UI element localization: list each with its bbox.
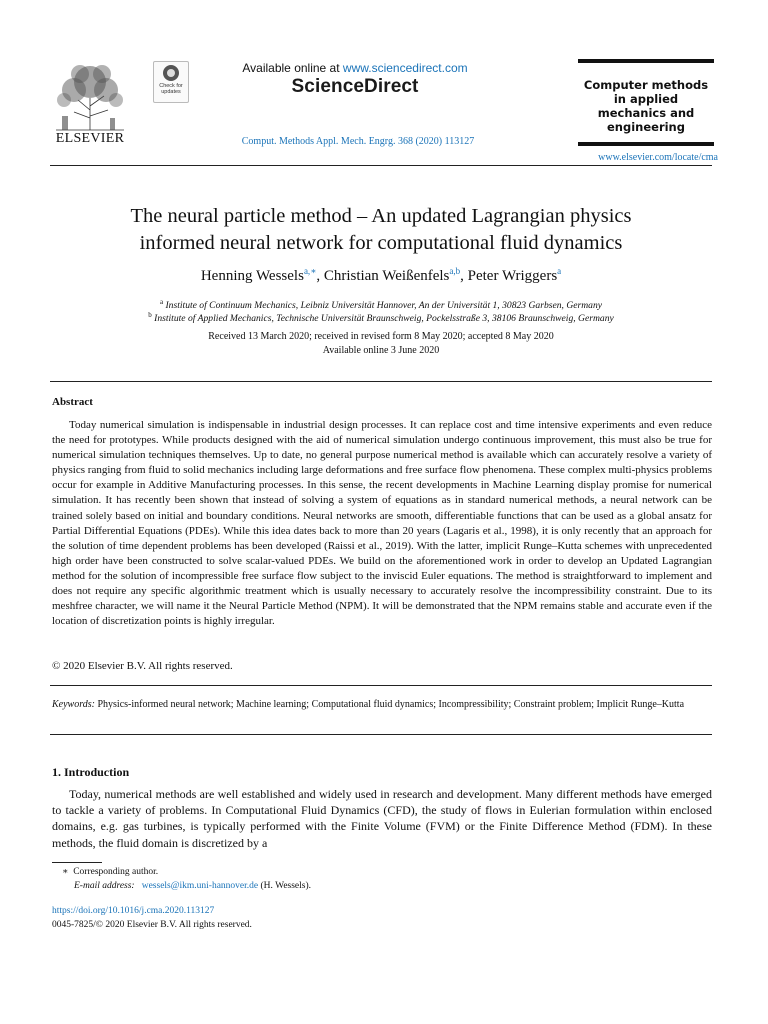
author-name[interactable]: , Peter Wriggers xyxy=(460,268,558,284)
journal-title-line: engineering xyxy=(607,120,685,134)
sciencedirect-link[interactable]: www.sciencedirect.com xyxy=(342,61,468,75)
elsevier-tree-logo xyxy=(50,60,130,136)
refresh-icon xyxy=(163,65,179,81)
author-affil-mark: a,b xyxy=(449,266,461,276)
corresponding-text: Corresponding author. xyxy=(73,867,159,877)
title-line: The neural particle method – An updated Lagrangian physics xyxy=(130,205,632,227)
abstract-heading: Abstract xyxy=(52,396,93,408)
check-for-updates-badge[interactable] xyxy=(153,61,189,103)
corresponding-footnote xyxy=(62,866,722,879)
author-affil-mark: a xyxy=(557,266,562,276)
article-title xyxy=(50,203,712,257)
email-label: E-mail address: xyxy=(74,881,135,891)
publisher-name: ELSEVIER xyxy=(55,131,125,146)
affiliation-b xyxy=(50,309,712,325)
section-heading-introduction: 1. Introduction xyxy=(52,765,130,779)
doi-link[interactable]: https://doi.org/10.1016/j.cma.2020.113127 xyxy=(52,906,215,916)
journal-title-line: mechanics and xyxy=(597,106,695,120)
email-footnote xyxy=(74,880,734,893)
email-link[interactable]: wessels@ikm.uni-hannover.de xyxy=(141,881,259,891)
affil-text: Institute of Continuum Mechanics, Leibniz Universität Hannover, An der Universität 1, 30823 Garbsen, Germany xyxy=(165,300,603,312)
available-online xyxy=(210,61,500,75)
keywords-bottom-rule xyxy=(50,734,712,735)
footnote-rule xyxy=(52,862,102,863)
affil-label: b xyxy=(148,311,152,319)
keywords-top-rule xyxy=(50,685,712,686)
sciencedirect-wordmark: ScienceDirect xyxy=(291,76,419,97)
available-prefix: Available online at xyxy=(242,61,343,75)
available-date: Available online 3 June 2020 xyxy=(322,345,440,356)
introduction-body: Today, numerical methods are well established and widely used in research and development. Many different methods have emerged to tackle a variety of problems. In Computational Fluid Dynamics (CFD), the study of flows in Eulerian formulation within enclosed domains, e.g. gas turbines, is typically performed with the Finite Volume (FVM) or the Finite Difference Method (FDM). In these methods, the fluid domain is discretized by a xyxy=(52,787,712,850)
header-divider xyxy=(50,165,712,166)
received-dates: Received 13 March 2020; received in revised form 8 May 2020; accepted 8 May 2020 xyxy=(208,331,554,342)
journal-url-link[interactable]: www.elsevier.com/locate/cma xyxy=(598,152,718,163)
abstract-top-rule xyxy=(50,381,712,382)
email-suffix: (H. Wessels). xyxy=(258,881,312,891)
journal-title-line: in applied xyxy=(613,92,679,106)
footnote-star: ∗ xyxy=(62,867,69,877)
keywords xyxy=(52,698,712,712)
abstract-copyright: © 2020 Elsevier B.V. All rights reserved. xyxy=(52,660,233,672)
keywords-list: Physics-informed neural network; Machine learning; Computational fluid dynamics; Incompressibility; Constraint problem; Implicit Runge–Kutta xyxy=(94,699,685,710)
keywords-label: Keywords: xyxy=(52,699,95,710)
corresponding-mark[interactable]: ∗ xyxy=(310,266,317,276)
issn-copyright: 0045-7825/© 2020 Elsevier B.V. All rights reserved. xyxy=(52,920,252,930)
author-name[interactable]: , Christian Weißenfels xyxy=(316,268,450,284)
affil-label: a xyxy=(159,298,164,306)
journal-citation[interactable]: Comput. Methods Appl. Mech. Engrg. 368 (2020) 113127 xyxy=(241,136,475,147)
check-updates-line1: Check for xyxy=(159,83,183,89)
author-affil-mark: a, xyxy=(303,266,311,276)
affil-text: Institute of Applied Mechanics, Technische Universität Braunschweig, Pockelsstraße 3, 38106 Braunschweig, Germany xyxy=(154,313,614,325)
author-name[interactable]: Henning Wessels xyxy=(200,268,304,284)
author-list xyxy=(50,266,712,285)
journal-title-line: Computer methods xyxy=(583,78,709,92)
title-line: informed neural network for computational fluid dynamics xyxy=(139,232,623,254)
check-updates-line2: updates xyxy=(161,89,181,95)
abstract-body: Today numerical simulation is indispensable in industrial design processes. It can replace cost and time intensive experiments and even reduce the need for prototypes. While products designed with the aid of numerical simulation undergo continuous improvement, this must also be true for numerical simulation techniques themselves. Up to date, no general purpose numerical method is available which can accurately resolve a variety of physics ranging from fluid to solid mechanics including large deformations and free surface flow phenomena. These complex multi-physics problems occur for example in Additive Manufacturing processes. In this sense, the recent developments in Machine Learning display promise for numerical simulation. It has recently been shown that instead of solving a system of equations as in standard numerical methods, a neural network can be trained solely based on initial and boundary conditions. Neural networks are smooth, differentiable functions that can be used as a global ansatz for Partial Differential Equations (PDEs). While this idea dates back to more than 20 years (Lagaris et al., 1998), it is only recently that an approach for the solution of time dependent problems has been developed (Raissi et al., 2019). With the latter, implicit Runge–Kutta schemes with unprecedented high order have been constructed to solve scalar-valued PDEs. We build on the aforementioned work in order to develop an Updated Lagrangian method for the solution of incompressible free surface flow subject to the inviscid Euler equations. The method is straightforward to implement and does not require any specific algorithmic treatment which is usually necessary to accurately resolve the incompressibility constraint. Due to its meshfree character, we will name it the Neural Particle Method (NPM). It will be demonstrated that the NPM remains stable and accurate even if the location of discretization points is highly irregular. xyxy=(52,419,712,628)
journal-title xyxy=(578,78,714,134)
